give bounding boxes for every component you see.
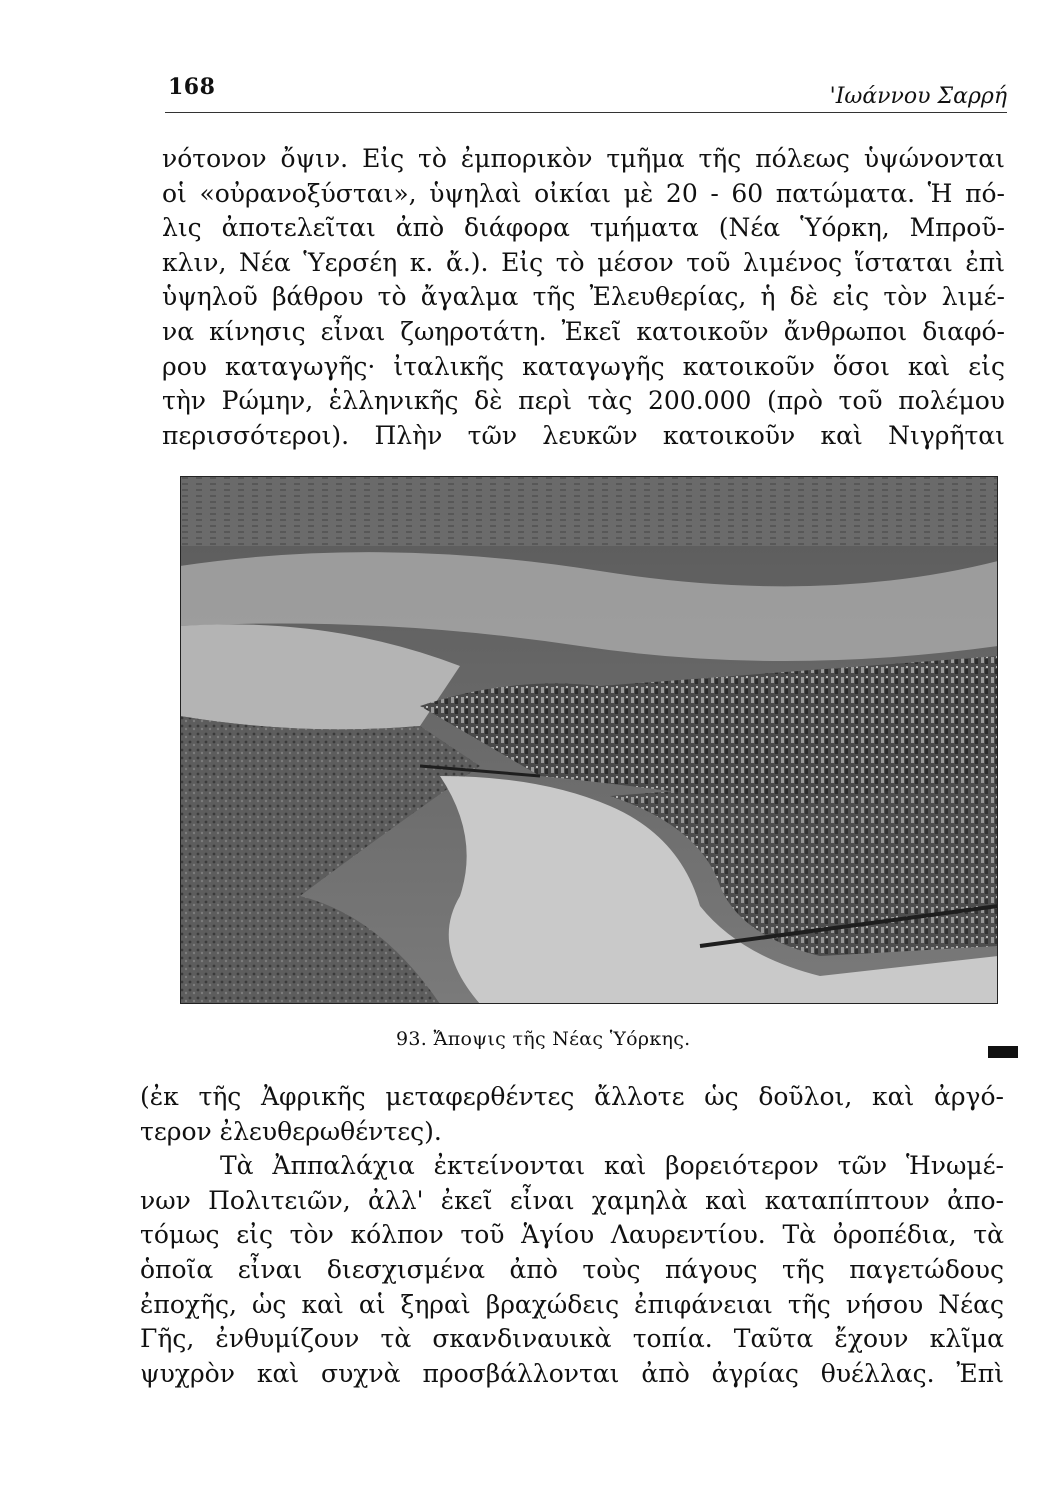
aerial-photo-new-york bbox=[180, 476, 998, 1004]
running-head: 'Ιωάννου Σαρρή bbox=[829, 84, 1007, 109]
text-line: νότονον ὄψιν. Εἰς τὸ ἐμπορικὸν τμῆμα τῆς πόλεως ὑψώνονται bbox=[162, 144, 1005, 173]
text-line: κλιν, Νέα Ὑερσέη κ. ἄ.). Εἰς τὸ μέσον τοῦ λιμένος ἵσταται ἐπὶ bbox=[162, 247, 1005, 277]
photo-distant-land bbox=[180, 476, 998, 546]
text-line: Τὰ Ἀππαλάχια ἐκτείνονται καὶ βορειότερον τῶν Ἡνωμέ- bbox=[220, 1151, 1004, 1181]
page-number: 168 bbox=[168, 74, 216, 100]
text-line: ὁποῖα εἶναι διεσχισμένα ἀπὸ τοὺς πάγους τῆς παγετώδους bbox=[140, 1254, 1004, 1284]
text-line: οἱ «οὐρανοξύσται», ὑψηλαὶ οἰκίαι μὲ 20 - 60 πατώματα. Ἡ πό- bbox=[162, 178, 1005, 208]
paragraph-2 bbox=[140, 1080, 1004, 1391]
text-line: τόμως εἰς τὸν κόλπον τοῦ Ἁγίου Λαυρεντίου. Τὰ ὀροπέδια, τὰ bbox=[140, 1220, 1004, 1250]
text-line: τὴν Ρώμην, ἑλληνικῆς δὲ περὶ τὰς 200.000 (πρὸ τοῦ πολέμου bbox=[162, 386, 1005, 416]
margin-mark bbox=[988, 1046, 1018, 1058]
text-line: ἐποχῆς, ὡς καὶ αἱ ξηραὶ βραχώδεις ἐπιφάνειαι τῆς νήσου Νέας bbox=[140, 1289, 1004, 1319]
text-line: ὑψηλοῦ βάθρου τὸ ἄγαλμα τῆς Ἐλευθερίας, ἡ δὲ εἰς τὸν λιμέ- bbox=[162, 282, 1005, 312]
text-line: να κίνησις εἶναι ζωηροτάτη. Ἐκεῖ κατοικοῦν ἄνθρωποι διαφό- bbox=[162, 316, 1005, 346]
text-line: νων Πολιτειῶν, ἀλλ' ἐκεῖ εἶναι χαμηλὰ καὶ καταπίπτουν ἀπο- bbox=[140, 1185, 1004, 1215]
text-line: ψυχρὸν καὶ συχνὰ προσβάλλονται ἀπὸ ἀγρίας θυέλλας. Ἐπὶ bbox=[140, 1358, 1004, 1388]
text-line: ρου καταγωγῆς· ἰταλικῆς καταγωγῆς κατοικοῦν ὅσοι καὶ εἰς bbox=[162, 351, 1005, 381]
text-line: περισσότεροι). Πλὴν τῶν λευκῶν κατοικοῦν καὶ Νιγρῆται bbox=[162, 420, 1005, 450]
figure-caption: 93. Ἄποψις τῆς Νέας Ὑόρκης. bbox=[396, 1028, 691, 1050]
text-line: Γῆς, ἐνθυμίζουν τὰ σκανδιναυικὰ τοπία. Ταῦτα ἔχουν κλῖμα bbox=[140, 1324, 1004, 1354]
text-line: (ἐκ τῆς Ἀφρικῆς μεταφερθέντες ἄλλοτε ὡς δοῦλοι, καὶ ἀργό- bbox=[140, 1082, 1004, 1111]
text-line: λις ἀποτελεῖται ἀπὸ διάφορα τμήματα (Νέα Ὑόρκη, Μπροῦ- bbox=[162, 213, 1005, 243]
text-line: τερον ἐλευθερωθέντες). bbox=[140, 1116, 442, 1146]
header-rule bbox=[165, 112, 1007, 113]
paragraph-1 bbox=[162, 142, 1005, 453]
